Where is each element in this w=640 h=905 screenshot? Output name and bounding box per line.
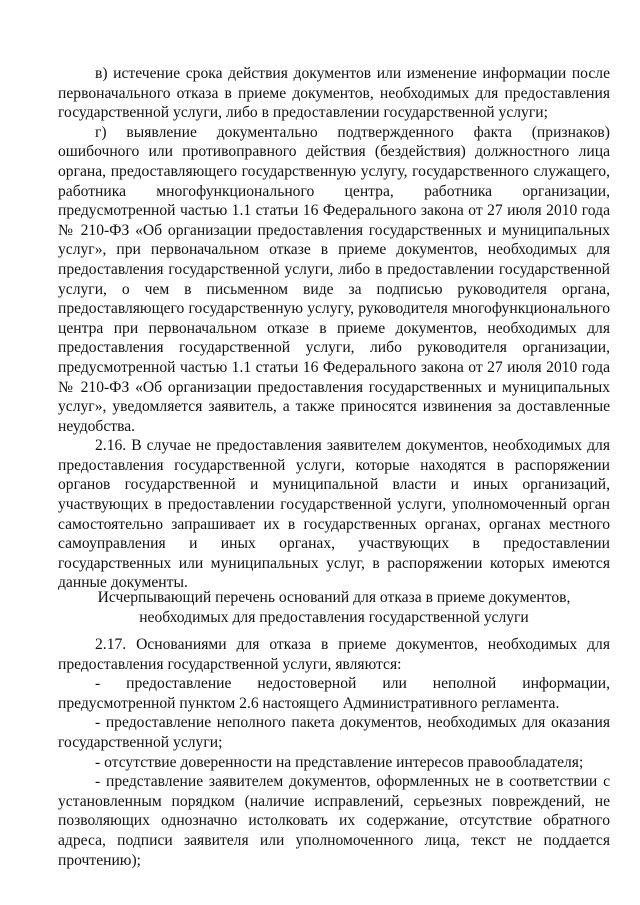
section-heading [58, 588, 610, 627]
list-item-no-power-of-attorney: - отсутствие доверенности на представление интересов правообладателя; [95, 753, 584, 771]
paragraph-2-16: 2.16. В случае не предоставления заявителем документов, необходимых для предоставления государственной услуги, которые находятся в распоряжении органов государственной и муниципальной власти и иных организаций, участвующих в предоставлении государственной услуги, уполномоченный орган самостоятельно запрашивает их в государственных органах, органах местного самоуправления и иных органах, участвующих в предоставлении государственных или муниципальных услуг, в распоряжении которых имеются данные документы. [58, 437, 610, 592]
section-heading-line-2: необходимых для предоставления государственной услуги [139, 608, 529, 626]
list-item-improper-documents: - представление заявителем документов, оформленных не в соответствии с установленным порядком (наличие исправлений, серьезных повреждений, не позволяющих однозначно истолковать их содержание, отсутствие обратного адреса, подписи заявителя или уполномоченного лица, текст не поддается прочтению); [58, 773, 610, 869]
list-item-inaccurate-info: - предоставление недостоверной или неполной информации, предусмотренной пунктом 2.6 настоящего Административного регламента. [58, 675, 610, 712]
list-item-incomplete-package: - предоставление неполного пакета документов, необходимых для оказания государственной услуги; [58, 714, 610, 751]
body-text-lower [58, 635, 610, 870]
paragraph-2-17: 2.17. Основаниями для отказа в приеме документов, необходимых для предоставления государственной услуги, являются: [58, 636, 610, 673]
body-text-upper [58, 64, 610, 593]
paragraph-item-g: г) выявление документально подтвержденного факта (признаков) ошибочного или противоправного действия (бездействия) должностного лица органа, предоставляющего государственную услугу, государственного служащего, работника многофункционального центра, работника организации, предусмотренной частью 1.1 статьи 16 Федерального закона от 27 июля 2010 года № 210-ФЗ «Об организации предоставления государственных и муниципальных услуг», при первоначальном отказе в приеме документов, необходимых для предоставления государственной услуги, либо в предоставлении государственной услуги, о чем в письменном виде за подписью руководителя органа, предоставляющего государственную услугу, руководителя многофункционального центра при первоначальном отказе в приеме документов, необходимых для предоставления государственной услуги, либо руководителя организации, предусмотренной частью 1.1 статьи 16 Федерального закона от 27 июля 2010 года № 210-ФЗ «Об организации предоставления государственных и муниципальных услуг», уведомляется заявитель, а также приносятся извинения за доставленные неудобства. [58, 123, 610, 435]
paragraph-item-v: в) истечение срока действия документов или изменение информации после первоначального отказа в приеме документов, необходимых для предоставления государственной услуги, либо в предоставлении государственной услуги; [58, 65, 610, 122]
section-heading-line-1: Исчерпывающий перечень оснований для отказа в приеме документов, [97, 589, 571, 606]
